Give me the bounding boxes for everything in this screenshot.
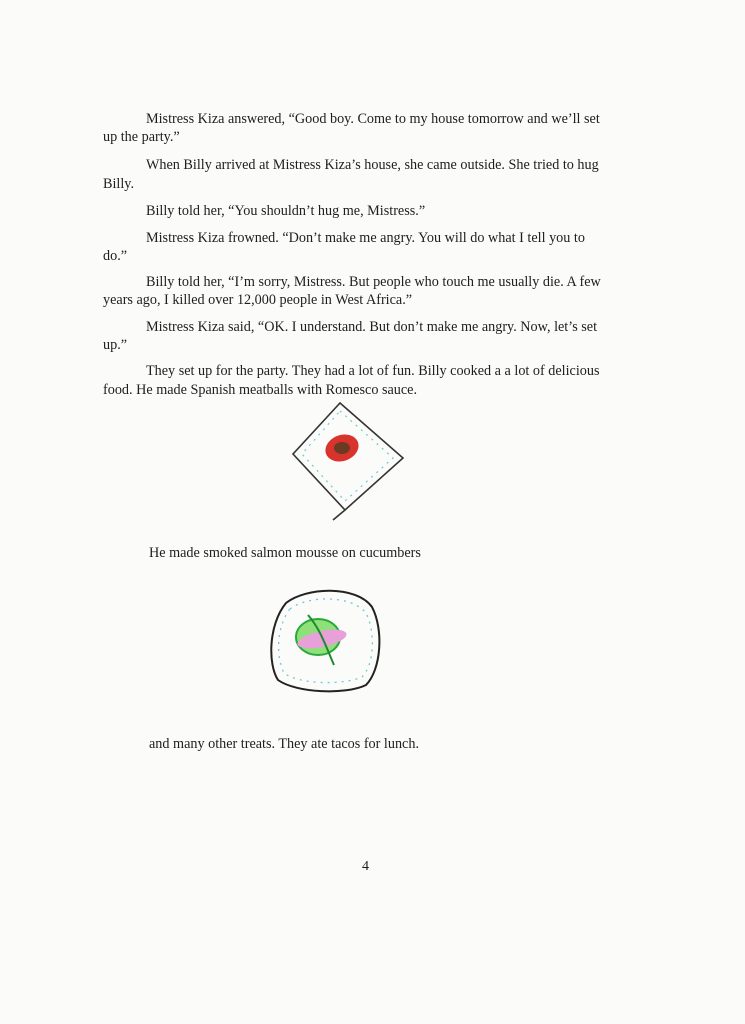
text-line: Billy told her, “I’m sorry, Mistress. But people who touch me usually die. A few xyxy=(146,274,601,290)
text-line: When Billy arrived at Mistress Kiza’s house, she came outside. She tried to hug xyxy=(146,157,599,173)
text-line: Billy told her, “You shouldn’t hug me, Mistress.” xyxy=(146,203,426,219)
text-line: They set up for the party. They had a lot of fun. Billy cooked a a lot of delicious xyxy=(146,363,600,379)
text-line: and many other treats. They ate tacos for lunch. xyxy=(149,736,419,752)
text-line: Billy. xyxy=(103,176,135,192)
text-line: Mistress Kiza frowned. “Don’t make me angry. You will do what I tell you to xyxy=(146,230,585,246)
text-line: Mistress Kiza answered, “Good boy. Come to my house tomorrow and we’ll set xyxy=(146,111,600,127)
text-line: up the party.” xyxy=(103,129,180,145)
text-line: food. He made Spanish meatballs with Romesco sauce. xyxy=(103,382,418,398)
text-line: years ago, I killed over 12,000 people in West Africa.” xyxy=(103,292,413,308)
text-line: do.” xyxy=(103,248,128,264)
text-line: up.” xyxy=(103,337,128,353)
page-number: 4 xyxy=(362,859,369,874)
meatball-drawing xyxy=(285,398,410,523)
text-line: He made smoked salmon mousse on cucumbers xyxy=(149,545,421,561)
salmon-cucumber-drawing xyxy=(266,585,384,695)
text-line: Mistress Kiza said, “OK. I understand. But don’t make me angry. Now, let’s set xyxy=(146,319,598,335)
